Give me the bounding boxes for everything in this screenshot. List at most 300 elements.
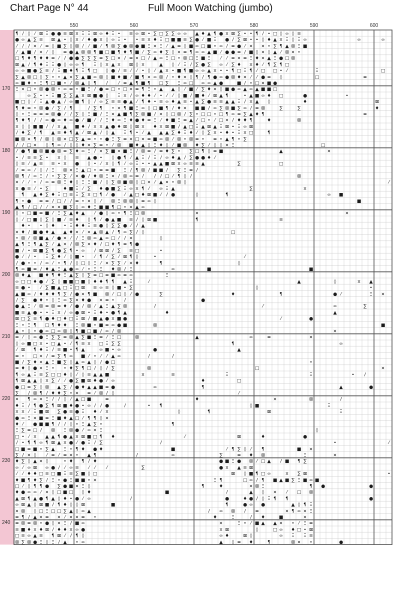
- stitch-symbol: ●: [302, 434, 308, 440]
- stitch-symbol: Ξ: [303, 521, 307, 527]
- stitch-symbol: ◊: [51, 44, 55, 50]
- stitch-symbol: ⊠: [141, 112, 145, 118]
- stitch-symbol: ⊠: [99, 174, 103, 180]
- stitch-symbol: ¤: [243, 131, 247, 137]
- stitch-symbol: ●: [68, 56, 74, 62]
- stitch-symbol: •: [87, 310, 91, 316]
- stitch-symbol: ◊: [159, 236, 163, 242]
- stitch-symbol: ¤: [57, 155, 61, 161]
- stitch-symbol: ◊: [75, 205, 79, 211]
- stitch-symbol: ⊠: [33, 521, 37, 527]
- stitch-symbol: Ξ: [27, 242, 31, 248]
- stitch-symbol: •: [141, 69, 145, 75]
- stitch-symbol: ⊠: [63, 168, 67, 174]
- stitch-symbol: ▲: [183, 124, 187, 130]
- stitch-symbol: ≡: [243, 465, 247, 471]
- stitch-symbol: ♦: [20, 230, 26, 236]
- stitch-symbol: ▲: [171, 186, 175, 192]
- stitch-symbol: ■: [122, 323, 128, 329]
- stitch-symbol: ≡: [27, 521, 31, 527]
- stitch-symbol: ∞: [87, 403, 91, 409]
- stitch-symbol: Ξ: [309, 509, 313, 515]
- stitch-symbol: ♦: [80, 124, 86, 130]
- stitch-symbol: ≡: [99, 56, 103, 62]
- stitch-symbol: ⊠: [183, 56, 187, 62]
- stitch-symbol: ●: [68, 379, 74, 385]
- stitch-symbol: /: [28, 44, 30, 50]
- stitch-symbol: Ξ: [177, 81, 181, 87]
- stitch-symbol: ¤: [63, 137, 67, 143]
- stitch-symbol: ⊠: [207, 124, 211, 130]
- stitch-symbol: ¶: [123, 106, 127, 112]
- stitch-symbol: ¤: [219, 521, 223, 527]
- stitch-symbol: ≡: [309, 534, 313, 540]
- stitch-symbol: Ξ: [39, 540, 43, 546]
- stitch-symbol: Ξ: [75, 168, 79, 174]
- stitch-symbol: ∞: [129, 273, 133, 279]
- stitch-symbol: ◊: [75, 180, 79, 186]
- stitch-symbol: ¶: [27, 441, 31, 447]
- stitch-symbol: ■: [152, 137, 158, 143]
- stitch-symbol: Ξ: [165, 56, 169, 62]
- stitch-symbol: ●: [308, 317, 314, 323]
- stitch-symbol: ¤: [69, 527, 73, 533]
- stitch-symbol: ◊: [87, 472, 91, 478]
- stitch-symbol: ¤: [75, 230, 79, 236]
- stitch-symbol: ■: [110, 50, 116, 56]
- stitch-symbol: ▲: [219, 93, 223, 99]
- stitch-symbol: /: [190, 93, 192, 99]
- stitch-symbol: ∑: [201, 100, 205, 106]
- stitch-symbol: ●: [32, 366, 38, 372]
- stitch-symbol: □: [26, 143, 32, 149]
- stitch-symbol: /: [94, 366, 96, 372]
- page-title: Chart Page N° 44: [10, 3, 89, 14]
- stitch-symbol: Ξ: [339, 410, 343, 416]
- stitch-symbol: ⊠: [267, 410, 271, 416]
- stitch-symbol: ◊: [183, 180, 187, 186]
- stitch-symbol: ◊: [261, 490, 265, 496]
- stitch-symbol: ⊠: [81, 323, 85, 329]
- stitch-symbol: /: [136, 224, 138, 230]
- stitch-symbol: ♦: [26, 81, 32, 87]
- stitch-symbol: ¤: [141, 137, 145, 143]
- stitch-symbol: ⊠: [231, 509, 235, 515]
- stitch-symbol: ▲: [255, 87, 259, 93]
- stitch-symbol: ▲: [267, 56, 271, 62]
- stitch-symbol: ◊: [147, 106, 151, 112]
- stitch-symbol: Ξ: [93, 310, 97, 316]
- stitch-symbol: ¶: [75, 69, 79, 75]
- stitch-symbol: ≡: [21, 310, 25, 316]
- stitch-symbol: ◊: [111, 162, 115, 168]
- stitch-symbol: ¤: [33, 44, 37, 50]
- column-label: 600: [369, 23, 379, 29]
- stitch-symbol: ≡: [81, 341, 85, 347]
- stitch-symbol: ●: [74, 410, 80, 416]
- stitch-symbol: ≡: [33, 155, 37, 161]
- stitch-symbol: ∞: [129, 162, 133, 168]
- stitch-symbol: ♦: [224, 131, 230, 137]
- stitch-symbol: ●: [272, 81, 278, 87]
- stitch-symbol: Ξ: [105, 112, 109, 118]
- stitch-symbol: □: [218, 112, 224, 118]
- stitch-symbol: /: [154, 304, 156, 310]
- stitch-symbol: /: [88, 106, 90, 112]
- stitch-symbol: ⁄: [100, 410, 102, 416]
- stitch-symbol: ◊: [177, 410, 181, 416]
- stitch-symbol: ■: [170, 447, 176, 453]
- stitch-symbol: ¤: [219, 527, 223, 533]
- stitch-symbol: ●: [38, 403, 44, 409]
- stitch-symbol: ¶: [15, 31, 19, 37]
- stitch-symbol: ⊠: [147, 366, 151, 372]
- stitch-symbol: ∞: [279, 527, 283, 533]
- stitch-symbol: ≡: [183, 38, 187, 44]
- stitch-symbol: •: [81, 255, 85, 261]
- stitch-symbol: /: [94, 403, 96, 409]
- stitch-symbol: ⊠: [87, 50, 91, 56]
- stitch-symbol: ◊: [219, 87, 223, 93]
- stitch-symbol: ▲: [273, 521, 277, 527]
- stitch-symbol: ∑: [171, 131, 175, 137]
- stitch-symbol: ≡: [63, 31, 67, 37]
- stitch-symbol: ¶: [165, 106, 169, 112]
- stitch-symbol: •: [93, 354, 97, 360]
- stitch-symbol: ⁄: [34, 31, 36, 37]
- stitch-symbol: ▲: [159, 180, 163, 186]
- stitch-symbol: □: [158, 31, 164, 37]
- stitch-symbol: ♦: [38, 193, 44, 199]
- stitch-symbol: Ξ: [105, 341, 109, 347]
- stitch-symbol: ▲: [273, 50, 277, 56]
- stitch-symbol: ⁄: [28, 180, 30, 186]
- stitch-symbol: •: [63, 341, 67, 347]
- stitch-symbol: □: [236, 69, 242, 75]
- row-label: 230: [2, 457, 11, 464]
- stitch-symbol: /: [40, 428, 42, 434]
- stitch-symbol: ∞: [219, 44, 223, 50]
- stitch-symbol: ∑: [87, 186, 91, 192]
- stitch-symbol: ⁄: [52, 261, 54, 267]
- stitch-symbol: ¶: [129, 112, 133, 118]
- stitch-symbol: ⊠: [99, 248, 103, 254]
- stitch-symbol: ≡: [15, 354, 19, 360]
- stitch-symbol: ≡: [51, 453, 55, 459]
- stitch-symbol: ◊: [105, 211, 109, 217]
- chart-title: Full Moon Watching (jumbo): [148, 3, 273, 14]
- stitch-symbol: ■: [254, 521, 260, 527]
- stitch-symbol: ⊠: [99, 391, 103, 397]
- stitch-symbol: ∞: [183, 31, 187, 37]
- stitch-symbol: ¶: [99, 193, 103, 199]
- stitch-symbol: ¶: [111, 279, 115, 285]
- stitch-symbol: ¤: [105, 410, 109, 416]
- stitch-symbol: ¶: [249, 69, 253, 75]
- stitch-symbol: Ξ: [87, 31, 91, 37]
- stitch-symbol: □: [116, 205, 122, 211]
- stitch-symbol: •: [21, 434, 25, 440]
- stitch-symbol: ≡: [45, 416, 49, 422]
- stitch-symbol: ■: [38, 416, 44, 422]
- stitch-symbol: ¤: [279, 521, 283, 527]
- stitch-symbol: ¶: [105, 279, 109, 285]
- stitch-symbol: ■: [158, 106, 164, 112]
- stitch-symbol: ∞: [27, 168, 31, 174]
- stitch-symbol: ■: [110, 273, 116, 279]
- stitch-symbol: ¤: [15, 124, 19, 130]
- stitch-symbol: ●: [134, 44, 140, 50]
- stitch-symbol: ¶: [231, 69, 235, 75]
- stitch-symbol: ∑: [201, 143, 205, 149]
- stitch-symbol: ¤: [291, 50, 295, 56]
- stitch-symbol: ▲: [249, 490, 253, 496]
- stitch-symbol: ⁄: [70, 341, 72, 347]
- stitch-symbol: ∑: [33, 385, 37, 391]
- stitch-symbol: □: [152, 106, 158, 112]
- stitch-symbol: ¶: [33, 56, 37, 62]
- stitch-symbol: ◊: [27, 100, 31, 106]
- stitch-symbol: ∞: [45, 180, 49, 186]
- stitch-symbol: □: [32, 341, 38, 347]
- stitch-symbol: ▲: [75, 335, 79, 341]
- stitch-symbol: Ξ: [93, 335, 97, 341]
- stitch-symbol: ▲: [207, 31, 211, 37]
- stitch-symbol: ¤: [57, 124, 61, 130]
- stitch-symbol: /: [148, 168, 150, 174]
- stitch-symbol: ◊: [15, 162, 19, 168]
- stitch-symbol: ●: [26, 199, 32, 205]
- stitch-symbol: ⁄: [298, 521, 300, 527]
- stitch-symbol: /: [22, 248, 24, 254]
- stitch-symbol: ◊: [21, 124, 25, 130]
- stitch-symbol: ♦: [92, 410, 98, 416]
- stitch-symbol: ♦: [44, 56, 50, 62]
- stitch-symbol: ⁄: [22, 484, 24, 490]
- stitch-symbol: ≡: [93, 286, 97, 292]
- stitch-symbol: ♦: [74, 224, 80, 230]
- stitch-symbol: •: [21, 211, 25, 217]
- stitch-symbol: ¶: [33, 441, 37, 447]
- stitch-symbol: ⁄: [208, 93, 210, 99]
- stitch-symbol: ∞: [21, 69, 25, 75]
- stitch-symbol: ≡: [135, 87, 139, 93]
- stitch-symbol: ∑: [51, 379, 55, 385]
- stitch-symbol: ●: [224, 50, 230, 56]
- stitch-symbol: ∑: [219, 106, 223, 112]
- stitch-symbol: ■: [32, 230, 38, 236]
- stitch-symbol: ⊠: [45, 527, 49, 533]
- stitch-symbol: •: [249, 38, 253, 44]
- stitch-symbol: /: [130, 93, 132, 99]
- stitch-symbol: ●: [104, 217, 110, 223]
- stitch-symbol: Ξ: [183, 168, 187, 174]
- stitch-symbol: ▲: [231, 100, 235, 106]
- stitch-symbol: ∑: [111, 366, 115, 372]
- stitch-symbol: Ξ: [147, 87, 151, 93]
- stitch-symbol: □: [68, 137, 74, 143]
- stitch-symbol: ∞: [81, 248, 85, 254]
- stitch-symbol: ■: [92, 44, 98, 50]
- stitch-symbol: /: [148, 354, 150, 360]
- stitch-symbol: ■: [32, 217, 38, 223]
- stitch-symbol: ■: [170, 38, 176, 44]
- stitch-symbol: ◊: [63, 155, 67, 161]
- stitch-symbol: ▲: [219, 540, 223, 546]
- stitch-symbol: ▲: [57, 100, 61, 106]
- stitch-symbol: •: [111, 106, 115, 112]
- stitch-symbol: ♦: [50, 317, 56, 323]
- stitch-symbol: ♦: [68, 69, 74, 75]
- stitch-symbol: ▲: [195, 31, 199, 37]
- stitch-symbol: ∑: [117, 261, 121, 267]
- stitch-symbol: •: [177, 149, 181, 155]
- stitch-symbol: ◊: [69, 44, 73, 50]
- stitch-symbol: ¤: [117, 62, 121, 68]
- stitch-symbol: •: [99, 137, 103, 143]
- stitch-symbol: ⁄: [28, 162, 30, 168]
- stitch-symbol: ◊: [27, 366, 31, 372]
- stitch-symbol: ∑: [189, 155, 193, 161]
- stitch-symbol: □: [320, 143, 326, 149]
- stitch-symbol: ¶: [129, 50, 133, 56]
- stitch-symbol: ⁄: [172, 143, 174, 149]
- stitch-symbol: Ξ: [57, 298, 61, 304]
- stitch-symbol: •: [117, 211, 121, 217]
- stitch-symbol: ●: [74, 428, 80, 434]
- stitch-symbol: Ξ: [153, 118, 157, 124]
- stitch-symbol: /: [28, 174, 30, 180]
- stitch-symbol: ¤: [105, 162, 109, 168]
- stitch-symbol: ≡: [81, 515, 85, 521]
- stitch-symbol: ▲: [15, 292, 19, 298]
- stitch-symbol: ¤: [285, 509, 289, 515]
- stitch-symbol: ◊: [195, 193, 199, 199]
- stitch-symbol: □: [50, 372, 56, 378]
- stitch-symbol: •: [63, 224, 67, 230]
- stitch-symbol: ●: [56, 236, 62, 242]
- stitch-symbol: ♦: [236, 118, 242, 124]
- stitch-symbol: ▲: [63, 124, 67, 130]
- stitch-symbol: ¶: [225, 193, 229, 199]
- stitch-symbol: ◊: [81, 534, 85, 540]
- stitch-symbol: ▲: [291, 503, 295, 509]
- stitch-symbol: ◊: [87, 484, 91, 490]
- stitch-symbol: ¶: [21, 205, 25, 211]
- stitch-symbol: ¤: [303, 515, 307, 521]
- stitch-symbol: ⊠: [231, 75, 235, 81]
- stitch-symbol: ▲: [15, 329, 19, 335]
- stitch-symbol: /: [124, 298, 126, 304]
- stitch-symbol: ¤: [345, 211, 349, 217]
- stitch-symbol: Ξ: [195, 56, 199, 62]
- stitch-symbol: ¶: [129, 242, 133, 248]
- stitch-symbol: ¤: [225, 118, 229, 124]
- stitch-symbol: •: [153, 255, 157, 261]
- stitch-symbol: ∞: [243, 106, 247, 112]
- stitch-symbol: ◊: [219, 143, 223, 149]
- stitch-symbol: ⁄: [82, 38, 84, 44]
- stitch-symbol: ≡: [213, 100, 217, 106]
- stitch-symbol: ⊠: [33, 391, 37, 397]
- stitch-symbol: ⊠: [57, 149, 61, 155]
- stitch-symbol: ◊: [111, 155, 115, 161]
- stitch-symbol: ◊: [255, 527, 259, 533]
- stitch-symbol: ◊: [15, 217, 19, 223]
- stitch-symbol: ¤: [63, 162, 67, 168]
- stitch-symbol: ●: [32, 69, 38, 75]
- stitch-symbol: •: [231, 131, 235, 137]
- stitch-symbol: ¤: [261, 44, 265, 50]
- stitch-symbol: •: [93, 168, 97, 174]
- stitch-symbol: □: [56, 317, 62, 323]
- stitch-symbol: ⁄: [106, 255, 108, 261]
- stitch-symbol: ■: [152, 168, 158, 174]
- stitch-symbol: Ξ: [237, 131, 241, 137]
- stitch-symbol: ¤: [39, 360, 43, 366]
- stitch-symbol: •: [333, 441, 337, 447]
- stitch-symbol: ■: [92, 292, 98, 298]
- stitch-symbol: ■: [98, 385, 104, 391]
- stitch-symbol: /: [94, 441, 96, 447]
- stitch-symbol: •: [171, 180, 175, 186]
- stitch-symbol: ¶: [39, 317, 43, 323]
- stitch-symbol: ¶: [93, 416, 97, 422]
- stitch-symbol: ♦: [104, 31, 110, 37]
- stitch-symbol: □: [74, 286, 80, 292]
- stitch-symbol: /: [100, 131, 102, 137]
- stitch-symbol: ⁄: [28, 236, 30, 242]
- stitch-symbol: ∞: [15, 465, 19, 471]
- stitch-symbol: ∞: [219, 62, 223, 68]
- stitch-symbol: ⊠: [165, 124, 169, 130]
- stitch-symbol: ≡: [231, 56, 235, 62]
- stitch-symbol: Ξ: [81, 484, 85, 490]
- stitch-symbol: /: [106, 366, 108, 372]
- stitch-symbol: ◊: [81, 273, 85, 279]
- stitch-symbol: Ξ: [297, 44, 301, 50]
- stitch-symbol: ▲: [15, 205, 19, 211]
- stitch-symbol: ∑: [237, 38, 241, 44]
- stitch-symbol: /: [250, 106, 252, 112]
- stitch-symbol: □: [278, 93, 284, 99]
- stitch-symbol: ●: [260, 503, 266, 509]
- stitch-symbol: ∞: [33, 174, 37, 180]
- stitch-symbol: ¤: [309, 335, 313, 341]
- stitch-symbol: ●: [44, 521, 50, 527]
- stitch-symbol: ≡: [105, 298, 109, 304]
- stitch-symbol: ≡: [93, 273, 97, 279]
- stitch-symbol: ¤: [75, 515, 79, 521]
- stitch-symbol: /: [100, 242, 102, 248]
- stitch-symbol: ¶: [93, 217, 97, 223]
- stitch-symbol: ∞: [357, 38, 361, 44]
- stitch-symbol: ¶: [51, 403, 55, 409]
- stitch-symbol: ⁄: [16, 472, 18, 478]
- stitch-symbol: ●: [20, 149, 26, 155]
- stitch-symbol: ∑: [249, 186, 253, 192]
- stitch-symbol: •: [219, 131, 223, 137]
- stitch-symbol: Ξ: [57, 69, 61, 75]
- stitch-symbol: ∑: [57, 106, 61, 112]
- stitch-symbol: ∞: [141, 205, 145, 211]
- stitch-symbol: ¶: [51, 323, 55, 329]
- stitch-symbol: Ξ: [183, 131, 187, 137]
- stitch-symbol: Ξ: [45, 397, 49, 403]
- stitch-symbol: ●: [224, 496, 230, 502]
- stitch-symbol: ∞: [33, 335, 37, 341]
- stitch-symbol: ⁄: [22, 472, 24, 478]
